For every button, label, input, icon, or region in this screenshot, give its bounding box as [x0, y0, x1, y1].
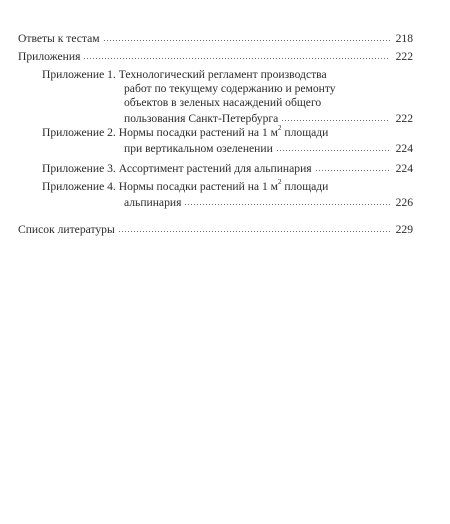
toc-page-number: 222 — [395, 50, 413, 63]
appendix-prefix: Приложение 1. — [42, 68, 116, 81]
toc-entry-label: Ответы к тестам — [18, 32, 100, 45]
leader-dots — [118, 223, 390, 235]
superscript-2: 2 — [278, 178, 282, 187]
appendix-title-part: Технологический регламент производства — [118, 68, 327, 81]
appendix-title-part: Нормы посадки растений на 1 м — [118, 126, 279, 139]
appendix-prefix: Приложение 2. — [42, 126, 116, 139]
appendix-4-line-1 — [42, 180, 413, 194]
appendix-prefix: Приложение 4. — [42, 180, 116, 193]
toc-entry-appendix-4[interactable] — [42, 180, 413, 210]
leader-dots — [276, 142, 390, 154]
toc-entry-appendix-1[interactable] — [42, 68, 413, 126]
appendix-title-part: Нормы посадки растений на 1 м — [118, 180, 279, 193]
appendix-3-line-1 — [42, 162, 312, 176]
appendix-title-part: альпинария — [124, 196, 182, 209]
appendix-title-part: площади — [281, 180, 329, 193]
toc-page-number: 218 — [395, 32, 413, 45]
leader-dots — [315, 162, 390, 174]
toc-page-number: 229 — [395, 223, 413, 236]
appendix-title-part: Ассортимент растений для альпинария — [118, 162, 312, 175]
toc-page-number: 224 — [395, 142, 413, 155]
toc-entry-appendices[interactable] — [18, 48, 413, 64]
toc-page-number: 226 — [395, 196, 413, 209]
toc-entry-answers[interactable] — [18, 30, 413, 46]
toc-entry-appendix-2[interactable] — [42, 126, 413, 156]
appendix-2-line-2 — [42, 140, 413, 156]
toc-entry-appendix-3[interactable] — [42, 160, 413, 176]
appendix-1-line-4 — [42, 110, 413, 126]
appendix-title-part: пользования Санкт-Петербурга — [124, 112, 279, 125]
toc-entry-label: Приложения — [18, 50, 81, 63]
leader-dots — [103, 32, 390, 44]
appendix-2-line-1 — [42, 126, 413, 140]
appendix-title-part: при вертикальном озеленении — [124, 142, 273, 155]
toc-entry-label: Список литературы — [18, 223, 115, 236]
appendix-title-part: площади — [281, 126, 329, 139]
toc-page-number: 222 — [395, 112, 413, 125]
appendix-1-line-2: работ по текущему содержанию и ремонту — [124, 82, 336, 95]
appendix-1-line-1 — [42, 68, 413, 82]
toc-entry-references[interactable] — [18, 221, 413, 237]
leader-dots — [83, 50, 390, 62]
appendix-1-line-3: объектов в зеленых насаждений общего — [124, 96, 322, 109]
appendix-prefix: Приложение 3. — [42, 162, 116, 175]
superscript-2: 2 — [278, 124, 282, 133]
leader-dots — [281, 112, 390, 124]
toc-page-number: 224 — [395, 162, 413, 175]
appendix-4-line-2 — [42, 194, 413, 210]
leader-dots — [184, 196, 390, 208]
